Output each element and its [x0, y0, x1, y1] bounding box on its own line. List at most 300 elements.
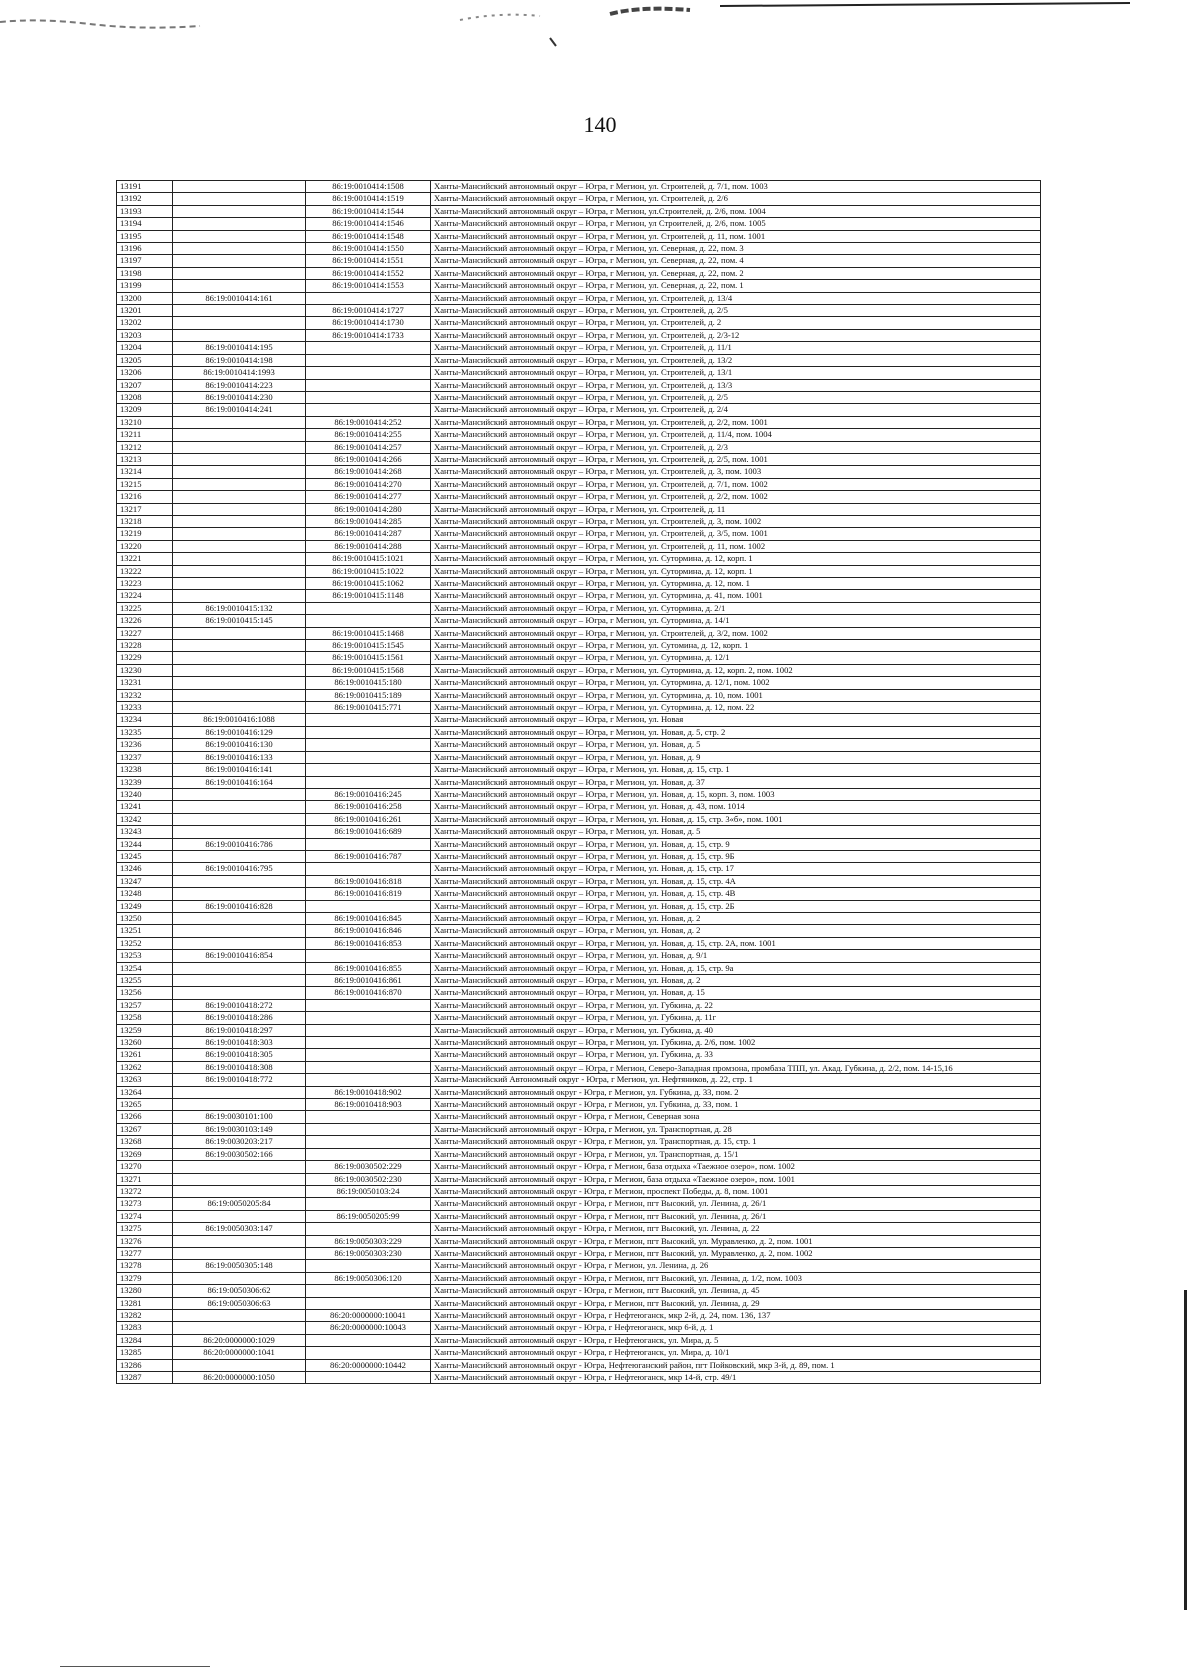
object-cadastral-number-cell: 86:19:0010416:787: [306, 850, 431, 862]
cadastral-number-cell: 86:19:0010414:223: [173, 379, 306, 391]
table-row: [117, 826, 1041, 838]
table-row: [117, 491, 1041, 503]
object-cadastral-number-cell: 86:19:0010416:261: [306, 813, 431, 825]
address-cell: Ханты-Мансийский автономный округ - Югра, г Нефтеюганск, ул. Мира, д. 10/1: [431, 1347, 1041, 1359]
table-row: [117, 664, 1041, 676]
row-number-cell: 13235: [117, 726, 173, 738]
object-cadastral-number-cell: [306, 739, 431, 751]
table-row: [117, 950, 1041, 962]
object-cadastral-number-cell: 86:19:0010416:818: [306, 875, 431, 887]
address-cell: Ханты-Мансийский автономный округ – Югра, г Мегион, ул. Строителей, д. 13/2: [431, 354, 1041, 366]
address-cell: Ханты-Мансийский автономный округ – Югра, г Мегион, ул. Строителей, д. 2/2, пом. 1002: [431, 491, 1041, 503]
object-cadastral-number-cell: [306, 292, 431, 304]
table-row: [117, 813, 1041, 825]
cadastral-number-cell: [173, 937, 306, 949]
table-row: [117, 205, 1041, 217]
address-cell: Ханты-Мансийский автономный округ – Югра, г Мегион, ул. Губкина, д. 40: [431, 1024, 1041, 1036]
cadastral-number-cell: 86:20:0000000:1050: [173, 1372, 306, 1384]
cadastral-number-cell: [173, 230, 306, 242]
address-cell: Ханты-Мансийский автономный округ – Югра, г Мегион, ул. Сутормина, д. 12, пом. 1: [431, 578, 1041, 590]
address-cell: Ханты-Мансийский автономный округ – Югра, г Мегион, ул. Сутормина, д. 10, пом. 1001: [431, 689, 1041, 701]
address-cell: Ханты-Мансийский автономный округ - Югра, г Мегион, пгт Высокий, ул. Ленина, д. 45: [431, 1285, 1041, 1297]
table-row: [117, 1136, 1041, 1148]
row-number-cell: 13227: [117, 627, 173, 639]
address-cell: Ханты-Мансийский автономный округ – Югра, г Мегион, ул Строителей, д. 2/6, пом. 1005: [431, 218, 1041, 230]
cadastral-number-cell: 86:19:0010414:1993: [173, 367, 306, 379]
address-cell: Ханты-Мансийский автономный округ – Югра, г Мегион, ул. Строителей, д. 3/2, пом. 1002: [431, 627, 1041, 639]
address-cell: Ханты-Мансийский автономный округ - Югра, г Мегион, база отдыха «Таежное озеро», пом. 1001: [431, 1173, 1041, 1185]
address-cell: Ханты-Мансийский автономный округ – Югра, г Мегион, ул. Северная, д. 22, пом. 3: [431, 243, 1041, 255]
table-row: [117, 267, 1041, 279]
address-cell: Ханты-Мансийский автономный округ – Югра, г Мегион, ул. Новая, д. 15, стр. 17: [431, 863, 1041, 875]
row-number-cell: 13199: [117, 280, 173, 292]
object-cadastral-number-cell: [306, 1347, 431, 1359]
cadastral-number-cell: [173, 503, 306, 515]
address-cell: Ханты-Мансийский автономный округ – Югра, г Мегион, ул. Новая, д. 2: [431, 925, 1041, 937]
row-number-cell: 13230: [117, 664, 173, 676]
row-number-cell: 13221: [117, 553, 173, 565]
address-cell: Ханты-Мансийский автономный округ – Югра, г Мегион, ул. Строителей, д. 2/4: [431, 404, 1041, 416]
address-cell: Ханты-Мансийский автономный округ – Югра, г Мегион, ул. Строителей, д. 11: [431, 503, 1041, 515]
row-number-cell: 13238: [117, 764, 173, 776]
address-cell: Ханты-Мансийский автономный округ – Югра, г Мегион, ул. Новая, д. 37: [431, 776, 1041, 788]
object-cadastral-number-cell: [306, 776, 431, 788]
address-cell: Ханты-Мансийский автономный округ – Югра, г Мегион, ул. Новая, д. 15, стр. 9: [431, 838, 1041, 850]
cadastral-number-cell: [173, 441, 306, 453]
cadastral-number-cell: [173, 218, 306, 230]
object-cadastral-number-cell: [306, 950, 431, 962]
address-cell: Ханты-Мансийский автономный округ – Югра, г Мегион, ул. Губкина, д. 22: [431, 999, 1041, 1011]
address-cell: Ханты-Мансийский автономный округ – Югра, г Мегион, ул. Сутормина, д. 14/1: [431, 615, 1041, 627]
cadastral-number-cell: [173, 578, 306, 590]
object-cadastral-number-cell: [306, 999, 431, 1011]
table-row: [117, 329, 1041, 341]
cadastral-number-cell: 86:19:0010416:129: [173, 726, 306, 738]
row-number-cell: 13209: [117, 404, 173, 416]
row-number-cell: 13213: [117, 453, 173, 465]
object-cadastral-number-cell: 86:19:0010414:1519: [306, 193, 431, 205]
cadastral-number-cell: [173, 640, 306, 652]
address-cell: Ханты-Мансийский автономный округ – Югра, г Мегион, ул. Строителей, д. 2/2, пом. 1001: [431, 416, 1041, 428]
cadastral-number-cell: [173, 515, 306, 527]
cadastral-number-cell: 86:19:0010418:303: [173, 1037, 306, 1049]
row-number-cell: 13224: [117, 590, 173, 602]
row-number-cell: 13271: [117, 1173, 173, 1185]
register-table: [116, 180, 1041, 1384]
address-cell: Ханты-Мансийский автономный округ – Югра, г Мегион, ул. Губкина, д. 2/6, пом. 1002: [431, 1037, 1041, 1049]
object-cadastral-number-cell: [306, 602, 431, 614]
table-row: [117, 838, 1041, 850]
cadastral-number-cell: 86:19:0030101:100: [173, 1111, 306, 1123]
address-cell: Ханты-Мансийский автономный округ – Югра, г Мегион, ул. Сутормина, д. 2/1: [431, 602, 1041, 614]
table-row: [117, 888, 1041, 900]
row-number-cell: 13246: [117, 863, 173, 875]
table-row: [117, 528, 1041, 540]
address-cell: Ханты-Мансийский автономный округ - Югра, г Мегион, пгт Высокий, ул. Ленина, д. 29: [431, 1297, 1041, 1309]
cadastral-number-cell: [173, 912, 306, 924]
object-cadastral-number-cell: 86:19:0010415:771: [306, 702, 431, 714]
cadastral-number-cell: 86:19:0030203:217: [173, 1136, 306, 1148]
object-cadastral-number-cell: 86:19:0010414:257: [306, 441, 431, 453]
object-cadastral-number-cell: 86:19:0010415:1062: [306, 578, 431, 590]
table-row: [117, 1347, 1041, 1359]
cadastral-number-cell: [173, 1161, 306, 1173]
address-cell: Ханты-Мансийский автономный округ - Югра, г Мегион, пгт Высокий, ул. Ленина, д. 1/2, пом. 1003: [431, 1272, 1041, 1284]
address-cell: Ханты-Мансийский автономный округ - Югра, г Мегион, пгт Высокий, ул. Ленина, д. 22: [431, 1223, 1041, 1235]
object-cadastral-number-cell: [306, 1024, 431, 1036]
row-number-cell: 13278: [117, 1260, 173, 1272]
object-cadastral-number-cell: 86:20:0000000:10043: [306, 1322, 431, 1334]
object-cadastral-number-cell: [306, 615, 431, 627]
cadastral-number-cell: [173, 664, 306, 676]
cadastral-number-cell: 86:19:0010414:198: [173, 354, 306, 366]
row-number-cell: 13268: [117, 1136, 173, 1148]
address-cell: Ханты-Мансийский автономный округ – Югра, г Мегион, ул. Строителей, д. 2/5: [431, 305, 1041, 317]
cadastral-number-cell: [173, 1086, 306, 1098]
cadastral-number-cell: [173, 466, 306, 478]
row-number-cell: 13264: [117, 1086, 173, 1098]
object-cadastral-number-cell: 86:19:0010415:1021: [306, 553, 431, 565]
row-number-cell: 13193: [117, 205, 173, 217]
object-cadastral-number-cell: [306, 751, 431, 763]
object-cadastral-number-cell: 86:19:0010416:689: [306, 826, 431, 838]
cadastral-number-cell: [173, 788, 306, 800]
table-row: [117, 850, 1041, 862]
cadastral-number-cell: 86:19:0010414:161: [173, 292, 306, 304]
table-row: [117, 1272, 1041, 1284]
cadastral-number-cell: 86:19:0010416:795: [173, 863, 306, 875]
address-cell: Ханты-Мансийский автономный округ - Югра, г Мегион, пгт Высокий, ул. Муравленко, д. 2, пом. 1001: [431, 1235, 1041, 1247]
table-row: [117, 503, 1041, 515]
table-row: [117, 602, 1041, 614]
address-cell: Ханты-Мансийский автономный округ – Югра, г Мегион, ул. Сутормина, д. 12, пом. 22: [431, 702, 1041, 714]
object-cadastral-number-cell: 86:19:0010415:180: [306, 677, 431, 689]
object-cadastral-number-cell: 86:19:0010414:252: [306, 416, 431, 428]
row-number-cell: 13254: [117, 962, 173, 974]
row-number-cell: 13284: [117, 1334, 173, 1346]
address-cell: Ханты-Мансийский автономный округ – Югра, г Мегион, ул. Строителей, д. 11, пом. 1001: [431, 230, 1041, 242]
row-number-cell: 13256: [117, 987, 173, 999]
cadastral-number-cell: [173, 181, 306, 193]
table-row: [117, 739, 1041, 751]
row-number-cell: 13215: [117, 478, 173, 490]
address-cell: Ханты-Мансийский автономный округ – Югра, г Мегион, ул. Новая, д. 43, пом. 1014: [431, 801, 1041, 813]
row-number-cell: 13196: [117, 243, 173, 255]
row-number-cell: 13276: [117, 1235, 173, 1247]
object-cadastral-number-cell: 86:19:0010416:819: [306, 888, 431, 900]
cadastral-number-cell: 86:19:0010418:286: [173, 1012, 306, 1024]
table-row: [117, 181, 1041, 193]
row-number-cell: 13262: [117, 1061, 173, 1073]
scan-bottom-mark: [60, 1666, 210, 1667]
address-cell: Ханты-Мансийский автономный округ – Югра, г Мегион, ул. Строителей, д. 11/4, пом. 1004: [431, 429, 1041, 441]
row-number-cell: 13205: [117, 354, 173, 366]
object-cadastral-number-cell: [306, 726, 431, 738]
table-row: [117, 900, 1041, 912]
row-number-cell: 13272: [117, 1185, 173, 1197]
object-cadastral-number-cell: [306, 900, 431, 912]
table-row: [117, 280, 1041, 292]
row-number-cell: 13283: [117, 1322, 173, 1334]
row-number-cell: 13217: [117, 503, 173, 515]
row-number-cell: 13281: [117, 1297, 173, 1309]
object-cadastral-number-cell: 86:19:0030502:230: [306, 1173, 431, 1185]
table-row: [117, 416, 1041, 428]
row-number-cell: 13204: [117, 342, 173, 354]
address-cell: Ханты-Мансийский автономный округ - Югра, г Мегион, пгт Высокий, ул. Ленина, д. 26/1: [431, 1198, 1041, 1210]
object-cadastral-number-cell: 86:19:0010414:1550: [306, 243, 431, 255]
object-cadastral-number-cell: 86:19:0010414:1544: [306, 205, 431, 217]
cadastral-number-cell: 86:19:0010418:272: [173, 999, 306, 1011]
cadastral-number-cell: 86:19:0010418:308: [173, 1061, 306, 1073]
row-number-cell: 13249: [117, 900, 173, 912]
row-number-cell: 13261: [117, 1049, 173, 1061]
address-cell: Ханты-Мансийский автономный округ – Югра, г Мегион, ул. Новая, д. 15, стр. 4В: [431, 888, 1041, 900]
object-cadastral-number-cell: [306, 714, 431, 726]
address-cell: Ханты-Мансийский автономный округ – Югра, г Мегион, ул. Северная, д. 22, пом. 2: [431, 267, 1041, 279]
table-row: [117, 962, 1041, 974]
row-number-cell: 13242: [117, 813, 173, 825]
table-row: [117, 702, 1041, 714]
row-number-cell: 13207: [117, 379, 173, 391]
row-number-cell: 13232: [117, 689, 173, 701]
row-number-cell: 13216: [117, 491, 173, 503]
cadastral-number-cell: [173, 677, 306, 689]
address-cell: Ханты-Мансийский Автономный округ - Югра, г Мегион, ул. Нефтяников, д. 22, стр. 1: [431, 1074, 1041, 1086]
table-row: [117, 764, 1041, 776]
table-row: [117, 776, 1041, 788]
object-cadastral-number-cell: [306, 863, 431, 875]
table-row: [117, 627, 1041, 639]
cadastral-number-cell: 86:19:0010414:241: [173, 404, 306, 416]
cadastral-number-cell: [173, 888, 306, 900]
address-cell: Ханты-Мансийский автономный округ – Югра, г Мегион, ул. Строителей, д. 13/4: [431, 292, 1041, 304]
cadastral-number-cell: 86:19:0050303:147: [173, 1223, 306, 1235]
address-cell: Ханты-Мансийский автономный округ - Югра, г Мегион, база отдыха «Таежное озеро», пом. 1002: [431, 1161, 1041, 1173]
row-number-cell: 13231: [117, 677, 173, 689]
object-cadastral-number-cell: 86:19:0050306:120: [306, 1272, 431, 1284]
cadastral-number-cell: 86:19:0010416:130: [173, 739, 306, 751]
table-row: [117, 193, 1041, 205]
object-cadastral-number-cell: 86:19:0010414:268: [306, 466, 431, 478]
row-number-cell: 13239: [117, 776, 173, 788]
row-number-cell: 13218: [117, 515, 173, 527]
object-cadastral-number-cell: [306, 379, 431, 391]
row-number-cell: 13253: [117, 950, 173, 962]
table-row: [117, 937, 1041, 949]
cadastral-number-cell: [173, 491, 306, 503]
table-row: [117, 404, 1041, 416]
object-cadastral-number-cell: 86:19:0010414:285: [306, 515, 431, 527]
address-cell: Ханты-Мансийский автономный округ – Югра, г Мегион, ул. Новая, д. 15, стр. 3«б», пом. 1001: [431, 813, 1041, 825]
object-cadastral-number-cell: 86:19:0010415:1545: [306, 640, 431, 652]
row-number-cell: 13274: [117, 1210, 173, 1222]
object-cadastral-number-cell: 86:19:0010414:1730: [306, 317, 431, 329]
table-row: [117, 652, 1041, 664]
cadastral-number-cell: [173, 453, 306, 465]
address-cell: Ханты-Мансийский автономный округ – Югра, г Мегион, Северо-Западная промзона, промбаза ТПП, ул. Акад. Губкина, д. 2/2, пом. 14-15,16: [431, 1061, 1041, 1073]
cadastral-number-cell: [173, 416, 306, 428]
address-cell: Ханты-Мансийский автономный округ – Югра, г Мегион, ул. Губкина, д. 33: [431, 1049, 1041, 1061]
address-cell: Ханты-Мансийский автономный округ – Югра, г Мегион, ул. Строителей, д. 2/5: [431, 391, 1041, 403]
cadastral-number-cell: [173, 826, 306, 838]
table-row: [117, 1173, 1041, 1185]
object-cadastral-number-cell: 86:19:0010414:1548: [306, 230, 431, 242]
table-row: [117, 1322, 1041, 1334]
object-cadastral-number-cell: [306, 1334, 431, 1346]
cadastral-number-cell: [173, 193, 306, 205]
cadastral-number-cell: 86:19:0010416:1088: [173, 714, 306, 726]
address-cell: Ханты-Мансийский автономный округ - Югра, г Мегион, пгт Высокий, ул. Ленина, д. 26/1: [431, 1210, 1041, 1222]
table-row: [117, 925, 1041, 937]
cadastral-number-cell: [173, 205, 306, 217]
row-number-cell: 13194: [117, 218, 173, 230]
cadastral-number-cell: [173, 987, 306, 999]
address-cell: Ханты-Мансийский автономный округ - Югра, г Нефтеюганск, мкр 14-й, стр. 49/1: [431, 1372, 1041, 1384]
row-number-cell: 13206: [117, 367, 173, 379]
address-cell: Ханты-Мансийский автономный округ - Югра, г Мегион, ул. Губкина, д. 33, пом. 1: [431, 1099, 1041, 1111]
object-cadastral-number-cell: [306, 1372, 431, 1384]
address-cell: Ханты-Мансийский автономный округ - Югра, г Мегион, ул. Транспортная, д. 15, стр. 1: [431, 1136, 1041, 1148]
table-row: [117, 441, 1041, 453]
row-number-cell: 13202: [117, 317, 173, 329]
object-cadastral-number-cell: 86:19:0010415:1468: [306, 627, 431, 639]
object-cadastral-number-cell: [306, 354, 431, 366]
object-cadastral-number-cell: 86:20:0000000:10442: [306, 1359, 431, 1371]
cadastral-number-cell: [173, 1309, 306, 1321]
cadastral-number-cell: [173, 1272, 306, 1284]
table-row: [117, 1297, 1041, 1309]
cadastral-number-cell: [173, 875, 306, 887]
object-cadastral-number-cell: [306, 1123, 431, 1135]
table-row: [117, 999, 1041, 1011]
address-cell: Ханты-Мансийский автономный округ – Югра, г Мегион, ул. Новая, д. 15: [431, 987, 1041, 999]
object-cadastral-number-cell: [306, 1111, 431, 1123]
row-number-cell: 13287: [117, 1372, 173, 1384]
address-cell: Ханты-Мансийский автономный округ – Югра, г Мегион, ул. Строителей, д. 2/3-12: [431, 329, 1041, 341]
table-row: [117, 1210, 1041, 1222]
cadastral-number-cell: [173, 1322, 306, 1334]
table-row: [117, 292, 1041, 304]
table-row: [117, 875, 1041, 887]
row-number-cell: 13252: [117, 937, 173, 949]
address-cell: Ханты-Мансийский автономный округ – Югра, г Мегион, ул.Строителей, д. 2/6, пом. 1004: [431, 205, 1041, 217]
cadastral-number-cell: 86:19:0010416:828: [173, 900, 306, 912]
cadastral-number-cell: 86:19:0030502:166: [173, 1148, 306, 1160]
table-row: [117, 1198, 1041, 1210]
table-row: [117, 1185, 1041, 1197]
table-row: [117, 677, 1041, 689]
object-cadastral-number-cell: 86:19:0050303:230: [306, 1247, 431, 1259]
object-cadastral-number-cell: 86:19:0010416:258: [306, 801, 431, 813]
cadastral-number-cell: [173, 255, 306, 267]
row-number-cell: 13228: [117, 640, 173, 652]
object-cadastral-number-cell: [306, 1136, 431, 1148]
address-cell: Ханты-Мансийский автономный округ – Югра, г Мегион, ул. Губкина, д. 11г: [431, 1012, 1041, 1024]
table-row: [117, 1123, 1041, 1135]
table-row: [117, 553, 1041, 565]
object-cadastral-number-cell: 86:19:0050303:229: [306, 1235, 431, 1247]
row-number-cell: 13225: [117, 602, 173, 614]
object-cadastral-number-cell: 86:19:0010415:1148: [306, 590, 431, 602]
row-number-cell: 13195: [117, 230, 173, 242]
address-cell: Ханты-Мансийский автономный округ – Югра, г Мегион, ул. Новая, д. 15, стр. 1: [431, 764, 1041, 776]
row-number-cell: 13273: [117, 1198, 173, 1210]
cadastral-number-cell: [173, 1185, 306, 1197]
row-number-cell: 13265: [117, 1099, 173, 1111]
row-number-cell: 13248: [117, 888, 173, 900]
row-number-cell: 13263: [117, 1074, 173, 1086]
cadastral-number-cell: [173, 689, 306, 701]
scan-artifacts: [0, 0, 1200, 60]
cadastral-number-cell: [173, 702, 306, 714]
address-cell: Ханты-Мансийский автономный округ – Югра, г Мегион, ул. Строителей, д. 2/5, пом. 1001: [431, 453, 1041, 465]
table-row: [117, 379, 1041, 391]
table-row: [117, 788, 1041, 800]
object-cadastral-number-cell: 86:19:0010416:861: [306, 975, 431, 987]
cadastral-number-cell: 86:19:0010416:141: [173, 764, 306, 776]
address-cell: Ханты-Мансийский автономный округ - Югра, г Мегион, ул. Транспортная, д. 15/1: [431, 1148, 1041, 1160]
cadastral-number-cell: [173, 801, 306, 813]
address-cell: Ханты-Мансийский автономный округ – Югра, г Мегион, ул. Сутомина, д. 12, корп. 1: [431, 640, 1041, 652]
table-row: [117, 1223, 1041, 1235]
object-cadastral-number-cell: 86:19:0010414:1733: [306, 329, 431, 341]
address-cell: Ханты-Мансийский автономный округ – Югра, г Мегион, ул. Сутормина, д. 12, корп. 1: [431, 565, 1041, 577]
table-row: [117, 317, 1041, 329]
object-cadastral-number-cell: 86:19:0010415:189: [306, 689, 431, 701]
row-number-cell: 13208: [117, 391, 173, 403]
address-cell: Ханты-Мансийский автономный округ – Югра, г Мегион, ул. Новая, д. 15, корп. 3, пом. 1003: [431, 788, 1041, 800]
cadastral-number-cell: [173, 540, 306, 552]
table-row: [117, 305, 1041, 317]
row-number-cell: 13269: [117, 1148, 173, 1160]
table-row: [117, 367, 1041, 379]
cadastral-number-cell: 86:20:0000000:1029: [173, 1334, 306, 1346]
table-row: [117, 1111, 1041, 1123]
row-number-cell: 13229: [117, 652, 173, 664]
object-cadastral-number-cell: [306, 1074, 431, 1086]
cadastral-number-cell: 86:19:0050306:62: [173, 1285, 306, 1297]
table-row: [117, 1372, 1041, 1384]
cadastral-number-cell: 86:19:0010418:305: [173, 1049, 306, 1061]
cadastral-number-cell: [173, 1210, 306, 1222]
row-number-cell: 13226: [117, 615, 173, 627]
address-cell: Ханты-Мансийский автономный округ – Югра, г Мегион, ул. Сутормина, д. 41, пом. 1001: [431, 590, 1041, 602]
cadastral-number-cell: [173, 975, 306, 987]
address-cell: Ханты-Мансийский автономный округ – Югра, г Мегион, ул. Строителей, д. 11, пом. 1002: [431, 540, 1041, 552]
table-row: [117, 975, 1041, 987]
cadastral-number-cell: [173, 590, 306, 602]
cadastral-number-cell: [173, 280, 306, 292]
address-cell: Ханты-Мансийский автономный округ - Югра, г Мегион, ул. Губкина, д. 33, пом. 2: [431, 1086, 1041, 1098]
row-number-cell: 13212: [117, 441, 173, 453]
cadastral-number-cell: [173, 962, 306, 974]
table-row: [117, 714, 1041, 726]
row-number-cell: 13197: [117, 255, 173, 267]
address-cell: Ханты-Мансийский автономный округ – Югра, г Мегион, ул. Строителей, д. 13/3: [431, 379, 1041, 391]
cadastral-number-cell: 86:19:0010415:145: [173, 615, 306, 627]
table-row: [117, 1024, 1041, 1036]
cadastral-number-cell: 86:19:0010416:854: [173, 950, 306, 962]
table-row: [117, 1148, 1041, 1160]
row-number-cell: 13236: [117, 739, 173, 751]
object-cadastral-number-cell: 86:19:0010416:855: [306, 962, 431, 974]
object-cadastral-number-cell: 86:19:0010414:287: [306, 528, 431, 540]
row-number-cell: 13285: [117, 1347, 173, 1359]
row-number-cell: 13219: [117, 528, 173, 540]
object-cadastral-number-cell: 86:19:0010414:277: [306, 491, 431, 503]
table-row: [117, 515, 1041, 527]
